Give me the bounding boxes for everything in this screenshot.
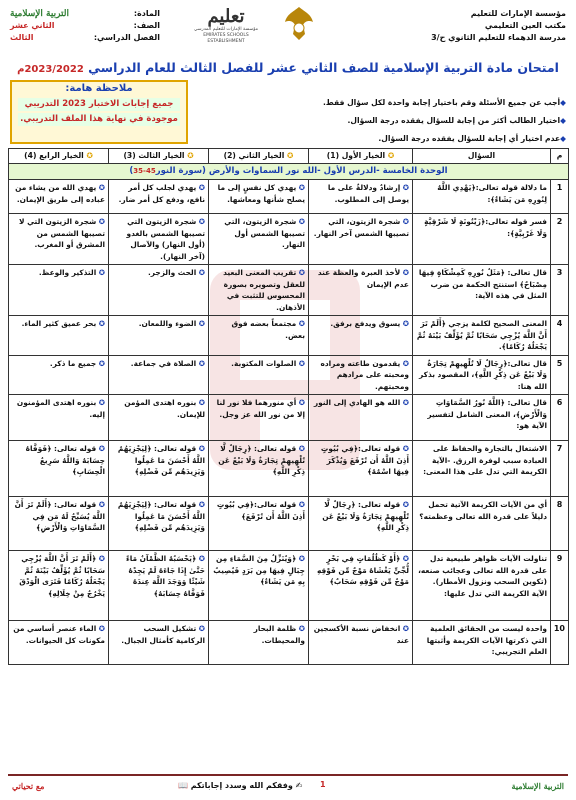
option-marker-icon: ✪ bbox=[400, 268, 409, 277]
option-2[interactable]: ✪ تقريب المعنى البعيد للعقل وتصويره بصورة المحسوس للتثبت في الأذهان. bbox=[209, 265, 309, 316]
note-line: موجودة في نهاية هذا الملف التدريبي. bbox=[18, 113, 180, 126]
ese-logo bbox=[191, 6, 261, 50]
option-marker-icon: ✪ bbox=[196, 444, 205, 453]
term-value: الثالث bbox=[10, 33, 34, 42]
questions-table bbox=[8, 148, 569, 665]
question-number: 2 bbox=[551, 214, 569, 265]
option-marker-icon: ✪ bbox=[96, 554, 105, 563]
question-text: ما دلالة قوله تعالى:﴿يَهْدِي اللَّهُ لِنُورِهِ مَن يَشَاءُ﴾: bbox=[413, 180, 551, 214]
option-2[interactable]: ✪ ﴿وَيُنَزِّلُ مِنَ السَّمَاءِ مِن جِبَالٍ فِيهَا مِن بَرَدٍ فَيُصِيبُ بِهِ مَن يَشَاءُ﴾ bbox=[209, 551, 309, 621]
option-marker-icon: ✪ bbox=[400, 398, 409, 407]
option-2[interactable]: ✪ يهدي كل نفسٍ إلى ما يصلح شأنها ومعاشها. bbox=[209, 180, 309, 214]
option-marker-icon: ✪ bbox=[400, 319, 409, 328]
option-marker-icon: ✪ bbox=[400, 554, 409, 563]
option-marker-icon: ✪ bbox=[196, 398, 205, 407]
question-text: قال تعالى: ﴿مَثَلُ نُورِهِ كَمِشْكَاةٍ فِيهَا مِصْبَاحٌ﴾ استنتج الحكمة من ضرب المثل في هذه الآية: bbox=[413, 265, 551, 316]
ese-logo-glyph: تعليم bbox=[207, 6, 245, 27]
option-4[interactable]: ✪ بنوره اهتدى المؤمنون إليه. bbox=[9, 395, 109, 441]
option-3[interactable]: ✪ يهدي لجلب كل أمر نافع، ودفع كل أمر ضار. bbox=[109, 180, 209, 214]
footer-brand-right: التربية الإسلامية bbox=[511, 781, 564, 791]
option-marker-icon: ✪ bbox=[96, 268, 105, 277]
instruction-item: ◆أجب عن جميع الأسئلة وقم باختيار إجابة واحدة لكل سؤال فقط. bbox=[322, 98, 566, 107]
option-marker-icon: ✪ bbox=[400, 444, 409, 453]
important-note bbox=[10, 80, 188, 144]
question-text: أي من الآيات الكريمة الآتية تحمل دليلاً على قدرة الله تعالى وعظمته؟ bbox=[413, 497, 551, 551]
option-2[interactable]: ✪ مجتمعاً بعضه فوق بعض. bbox=[209, 316, 309, 356]
option-marker-icon: ✪ bbox=[196, 358, 205, 368]
option-2[interactable]: ✪ قوله تعالى:﴿فِي بُيُوتٍ أَذِنَ اللَّهُ أَن تُرْفَعَ﴾ bbox=[209, 497, 309, 551]
option-4[interactable]: ✪ قوله تعالى: ﴿أَلَمْ تَرَ أَنَّ اللَّهَ يُسَبِّحُ لَهُ مَن فِي السَّمَاوَاتِ وَالْأَرْضِ﴾ bbox=[9, 497, 109, 551]
option-1[interactable]: ✪ الله هو الهادي إلى النور bbox=[309, 395, 413, 441]
unit-title: الوحدة الخامسة -الدرس الأول -الله نور السماوات والأرض (سورة النور45-35) bbox=[9, 163, 569, 180]
ministry-block bbox=[366, 8, 566, 44]
question-number: 8 bbox=[551, 497, 569, 551]
option-marker-icon: ✪ bbox=[400, 624, 409, 633]
ministry-line: مكتب العين التعليمي bbox=[484, 21, 566, 30]
question-row bbox=[9, 355, 569, 395]
table-header-row bbox=[9, 149, 569, 164]
unit-title-row bbox=[9, 163, 569, 180]
option-marker-icon: ✪ bbox=[400, 500, 409, 509]
subject-label: المادة: bbox=[133, 9, 160, 18]
question-row bbox=[9, 551, 569, 621]
option-2[interactable]: ✪ ظلمة البحار والمحيطات. bbox=[209, 621, 309, 665]
question-number: 3 bbox=[551, 265, 569, 316]
option-marker-icon: ✪ bbox=[296, 624, 305, 633]
exam-title bbox=[8, 60, 568, 75]
option-marker-icon: ✪ bbox=[96, 319, 105, 328]
grade-label: الصف: bbox=[133, 21, 160, 30]
option-1[interactable]: ✪ إرشادٌ ودلالةٌ على ما يوصل إلى المطلوب. bbox=[309, 180, 413, 214]
unit-ref: 45-35 bbox=[133, 166, 156, 175]
option-marker-icon: ✪ bbox=[296, 319, 305, 328]
option-marker-icon: ✪ bbox=[96, 444, 105, 453]
option-marker-icon: ✪ bbox=[96, 217, 105, 226]
question-number: 9 bbox=[551, 551, 569, 621]
exam-title-text: امتحان مادة التربية الإسلامية للصف الثاني عشر للفصل الثالث للعام الدراسي bbox=[88, 60, 559, 75]
instruction-item: ◆اختيار الطالب أكثر من إجابة للسؤال يفقده درجة السؤال. bbox=[347, 116, 566, 125]
header-option-2: ✪ الخيار الثاني (2) bbox=[209, 149, 309, 164]
option-4[interactable]: ✪ ﴿أَلَمْ تَرَ أَنَّ اللَّهَ يُزْجِي سَحَابًا ثُمَّ يُؤَلِّفُ بَيْنَهُ ثُمَّ يَجْعَلُهُ رُكَامًا فَتَرَى الْوَدْقَ يَخْرُجُ مِنْ خِلَالِهِ﴾ bbox=[9, 551, 109, 621]
option-marker-icon: ✪ bbox=[296, 217, 305, 226]
option-1[interactable]: ✪ قوله تعالى: ﴿رِجَالٌ لَّا تُلْهِيهِمْ تِجَارَةٌ وَلَا بَيْعٌ عَن ذِكْرِ اللَّهِ﴾ bbox=[309, 497, 413, 551]
grade-value: الثاني عشر bbox=[10, 21, 55, 30]
question-text: واحدة ليست من الحقائق العلمية التي ذكرتها الآيات الكريمة وأثبتها العلم التجريبي: bbox=[413, 621, 551, 665]
option-1[interactable]: ✪ قوله تعالى:﴿فِي بُيُوتٍ أَذِنَ اللَّهُ أَن تُرْفَعَ وَيُذْكَرَ فِيهَا اسْمُهُ﴾ bbox=[309, 441, 413, 497]
option-3[interactable]: ✪ قوله تعالى: ﴿لِيَجْزِيَهُمُ اللَّهُ أَحْسَنَ مَا عَمِلُوا وَيَزِيدَهُم مِّن فَضْلِهِ﴾ bbox=[109, 441, 209, 497]
option-marker-icon: ✪ bbox=[196, 217, 205, 226]
footer bbox=[8, 774, 568, 796]
option-marker-icon: ✪ bbox=[196, 554, 205, 563]
note-line: جميع إجابات الاختبار 2023 التدريبي bbox=[18, 98, 180, 111]
option-2[interactable]: ✪ قوله تعالى: ﴿رِجَالٌ لَّا تُلْهِيهِمْ تِجَارَةٌ وَلَا بَيْعٌ عَن ذِكْرِ اللَّهِ﴾ bbox=[209, 441, 309, 497]
header-number: م bbox=[551, 149, 569, 164]
option-3[interactable]: ✪ ﴿يَحْسَبُهُ الظَّمْآنُ مَاءً حَتَّىٰ إِذَا جَاءَهُ لَمْ يَجِدْهُ شَيْئًا وَوَجَدَ اللَّهَ عِندَهُ فَوَفَّاهُ حِسَابَهُ﴾ bbox=[109, 551, 209, 621]
subject-block bbox=[10, 8, 160, 44]
option-marker-icon: ✪ bbox=[296, 444, 305, 453]
option-marker-icon: ✪ bbox=[96, 358, 105, 368]
question-number: 1 bbox=[551, 180, 569, 214]
option-3[interactable]: ✪ قوله تعالى: ﴿لِيَجْزِيَهُمُ اللَّهُ أَحْسَنَ مَا عَمِلُوا وَيَزِيدَهُم مِّن فَضْلِهِ﴾ bbox=[109, 497, 209, 551]
option-2[interactable]: ✪ أي منورهما فلا نور لنا إلا من نور الله عز وجل. bbox=[209, 395, 309, 441]
option-2[interactable]: ✪ شجرة الزيتون، التي تصيبها الشمس أول النهار. bbox=[209, 214, 309, 265]
question-text: المعنى الصحيح لكلمة يزجي ﴿أَلَمْ تَرَ أَنَّ اللَّهَ يُزْجِي سَحَابًا ثُمَّ يُؤَلِّفُ بَيْنَهُ ثُمَّ يَجْعَلُهُ رُكَامًا﴾. bbox=[413, 316, 551, 356]
option-marker-icon: ✪ bbox=[296, 268, 305, 277]
option-marker-icon: ✪ bbox=[400, 183, 409, 192]
option-3[interactable]: ✪ بنوره اهتدى المؤمن للإيمان. bbox=[109, 395, 209, 441]
header-question: السؤال bbox=[413, 149, 551, 164]
option-3[interactable]: ✪ الضوء واللمعان. bbox=[109, 316, 209, 356]
footer-closing: ✍ وفقكم الله وسدد إجاباتكم 📖 bbox=[178, 781, 303, 790]
option-3[interactable]: ✪ الصلاة في جماعة. bbox=[109, 355, 209, 395]
option-marker-icon: ✪ bbox=[196, 268, 205, 277]
uae-emblem-icon bbox=[281, 4, 317, 44]
option-marker-icon: ✪ bbox=[196, 319, 205, 328]
ese-logo-text: مؤسسة الإمارات للتعليم المدرسي bbox=[194, 27, 258, 32]
option-4[interactable]: ✪ بحر عميق كثير الماء. bbox=[9, 316, 109, 356]
question-text: تناولت الآيات ظواهر طبيعية تدل على قدرة الله تعالى وعجائب صنعه، (تكوين السحب ونزول الأمطار). الآية الكريمة التي تدل عليها: bbox=[413, 551, 551, 621]
question-number: 5 bbox=[551, 355, 569, 395]
option-marker-icon: ✪ bbox=[96, 398, 105, 407]
question-number: 7 bbox=[551, 441, 569, 497]
header bbox=[6, 4, 570, 58]
option-marker-icon: ✪ bbox=[196, 500, 205, 509]
instruction-item: ◆عدم اختيار أي إجابة للسؤال يفقده درجة السؤال. bbox=[378, 134, 566, 143]
question-text: قال تعالى: ﴿اللَّهُ نُورُ السَّمَاوَاتِ وَالْأَرْضِ﴾، المعنى الشامل لتفسير الآية هو: bbox=[413, 395, 551, 441]
option-4[interactable]: ✪ يهدي الله من يشاء من عباده إلى طريق الإيمان. bbox=[9, 180, 109, 214]
instructions bbox=[236, 94, 566, 148]
option-marker-icon: ✪ bbox=[296, 554, 305, 563]
question-row bbox=[9, 180, 569, 214]
question-number: 4 bbox=[551, 316, 569, 356]
option-2[interactable]: ✪ الصلوات المكتوبة. bbox=[209, 355, 309, 395]
option-1[interactable]: ✪ يسوق ويدفع برفق. bbox=[309, 316, 413, 356]
header-option-4: ✪ الخيار الرابع (4) bbox=[9, 149, 109, 164]
option-4[interactable]: ✪ الماء عنصر أساسي من مكونات كل الحيوانات. bbox=[9, 621, 109, 665]
option-marker-icon: ✪ bbox=[400, 217, 409, 226]
option-1[interactable]: ✪ انخفاض نسبة الأكسجين عند bbox=[309, 621, 413, 665]
subject-brand: التربية الإسلامية bbox=[10, 9, 70, 19]
question-text: قال تعالى:﴿رِجَالٌ لَا تُلْهِيهِمْ تِجَارَةٌ وَلَا بَيْعٌ عَن ذِكْرِ اللَّهِ﴾، المقصود بذكر الله هنا: bbox=[413, 355, 551, 395]
option-marker-icon: ✪ bbox=[96, 624, 105, 633]
question-number: 6 bbox=[551, 395, 569, 441]
ministry-line: مدرسة الدهماء للتعليم الثانوي ح/3 bbox=[431, 33, 566, 42]
question-row bbox=[9, 395, 569, 441]
option-4[interactable]: ✪ جميع ما ذكر. bbox=[9, 355, 109, 395]
option-3[interactable]: ✪ تشكيل السحب الركامية كأمثال الجبال. bbox=[109, 621, 209, 665]
option-4[interactable]: ✪ قوله تعالى: ﴿فَوَفَّاهُ حِسَابَهُ وَاللَّهُ سَرِيعُ الْحِسَابِ﴾ bbox=[9, 441, 109, 497]
option-marker-icon: ✪ bbox=[296, 500, 305, 509]
option-marker-icon: ✪ bbox=[400, 358, 409, 368]
option-marker-icon: ✪ bbox=[96, 183, 105, 192]
ese-logo-text-en: EMIRATES SCHOOLS ESTABLISHMENT bbox=[203, 33, 249, 44]
option-1[interactable]: ✪ ﴿أَوْ كَظُلُمَاتٍ فِي بَحْرٍ لُّجِّيٍّ يَغْشَاهُ مَوْجٌ مِّن فَوْقِهِ مَوْجٌ مِّن فَوْقِهِ سَحَابٌ﴾ bbox=[309, 551, 413, 621]
header-option-3: ✪ الخيار الثالث (3) bbox=[109, 149, 209, 164]
note-heading: ملاحظة هامة: bbox=[65, 83, 133, 94]
term-label: الفصل الدراسي: bbox=[93, 33, 160, 42]
header-option-1: ✪ الخيار الأول (1) bbox=[309, 149, 413, 164]
ministry-line: مؤسسة الإمارات للتعليم bbox=[470, 9, 566, 18]
question-row bbox=[9, 316, 569, 356]
option-1[interactable]: ✪ لأخذ العبرة والعظة عند عدم الإيمان bbox=[309, 265, 413, 316]
option-marker-icon: ✪ bbox=[96, 500, 105, 509]
option-marker-icon: ✪ bbox=[296, 398, 305, 407]
option-4[interactable]: ✪ التذكير والوعظ. bbox=[9, 265, 109, 316]
question-row bbox=[9, 497, 569, 551]
footer-brand-left: مع تحياتي bbox=[12, 781, 45, 791]
question-row bbox=[9, 441, 569, 497]
question-row bbox=[9, 214, 569, 265]
question-row bbox=[9, 265, 569, 316]
option-1[interactable]: ✪ شجرة الزيتون، التي تصيبها الشمس آخر النهار. bbox=[309, 214, 413, 265]
question-text: فسر قوله تعالى:﴿زَيْتُونَةٍ لَا شَرْقِيَّةٍ وَلَا غَرْبِيَّةٍ﴾: bbox=[413, 214, 551, 265]
exam-year: 2023/2022م bbox=[17, 64, 84, 75]
page-number: 1 bbox=[320, 780, 326, 789]
option-3[interactable]: ✪ شجرة الزيتون التي تصيبها الشمس بالغدو (أول النهار) والآصال (آخر النهار). bbox=[109, 214, 209, 265]
option-3[interactable]: ✪ الحث والزجر. bbox=[109, 265, 209, 316]
option-4[interactable]: ✪ شجرة الزيتون التي لا تصيبها الشمس من المشرق أو المغرب. bbox=[9, 214, 109, 265]
option-marker-icon: ✪ bbox=[196, 624, 205, 633]
option-marker-icon: ✪ bbox=[296, 358, 305, 368]
question-row bbox=[9, 621, 569, 665]
option-marker-icon: ✪ bbox=[296, 183, 305, 192]
option-marker-icon: ✪ bbox=[196, 183, 205, 192]
option-1[interactable]: ✪ يقدمون طاعته ومراده ومحبته على مرادهم ومحبتهم. bbox=[309, 355, 413, 395]
question-text: الاشتغال بالتجارة والحفاظ على العبادة سبب لوفرة الرزق. -الآية الكريمة التي تدل على هذا المعنى: bbox=[413, 441, 551, 497]
question-number: 10 bbox=[551, 621, 569, 665]
